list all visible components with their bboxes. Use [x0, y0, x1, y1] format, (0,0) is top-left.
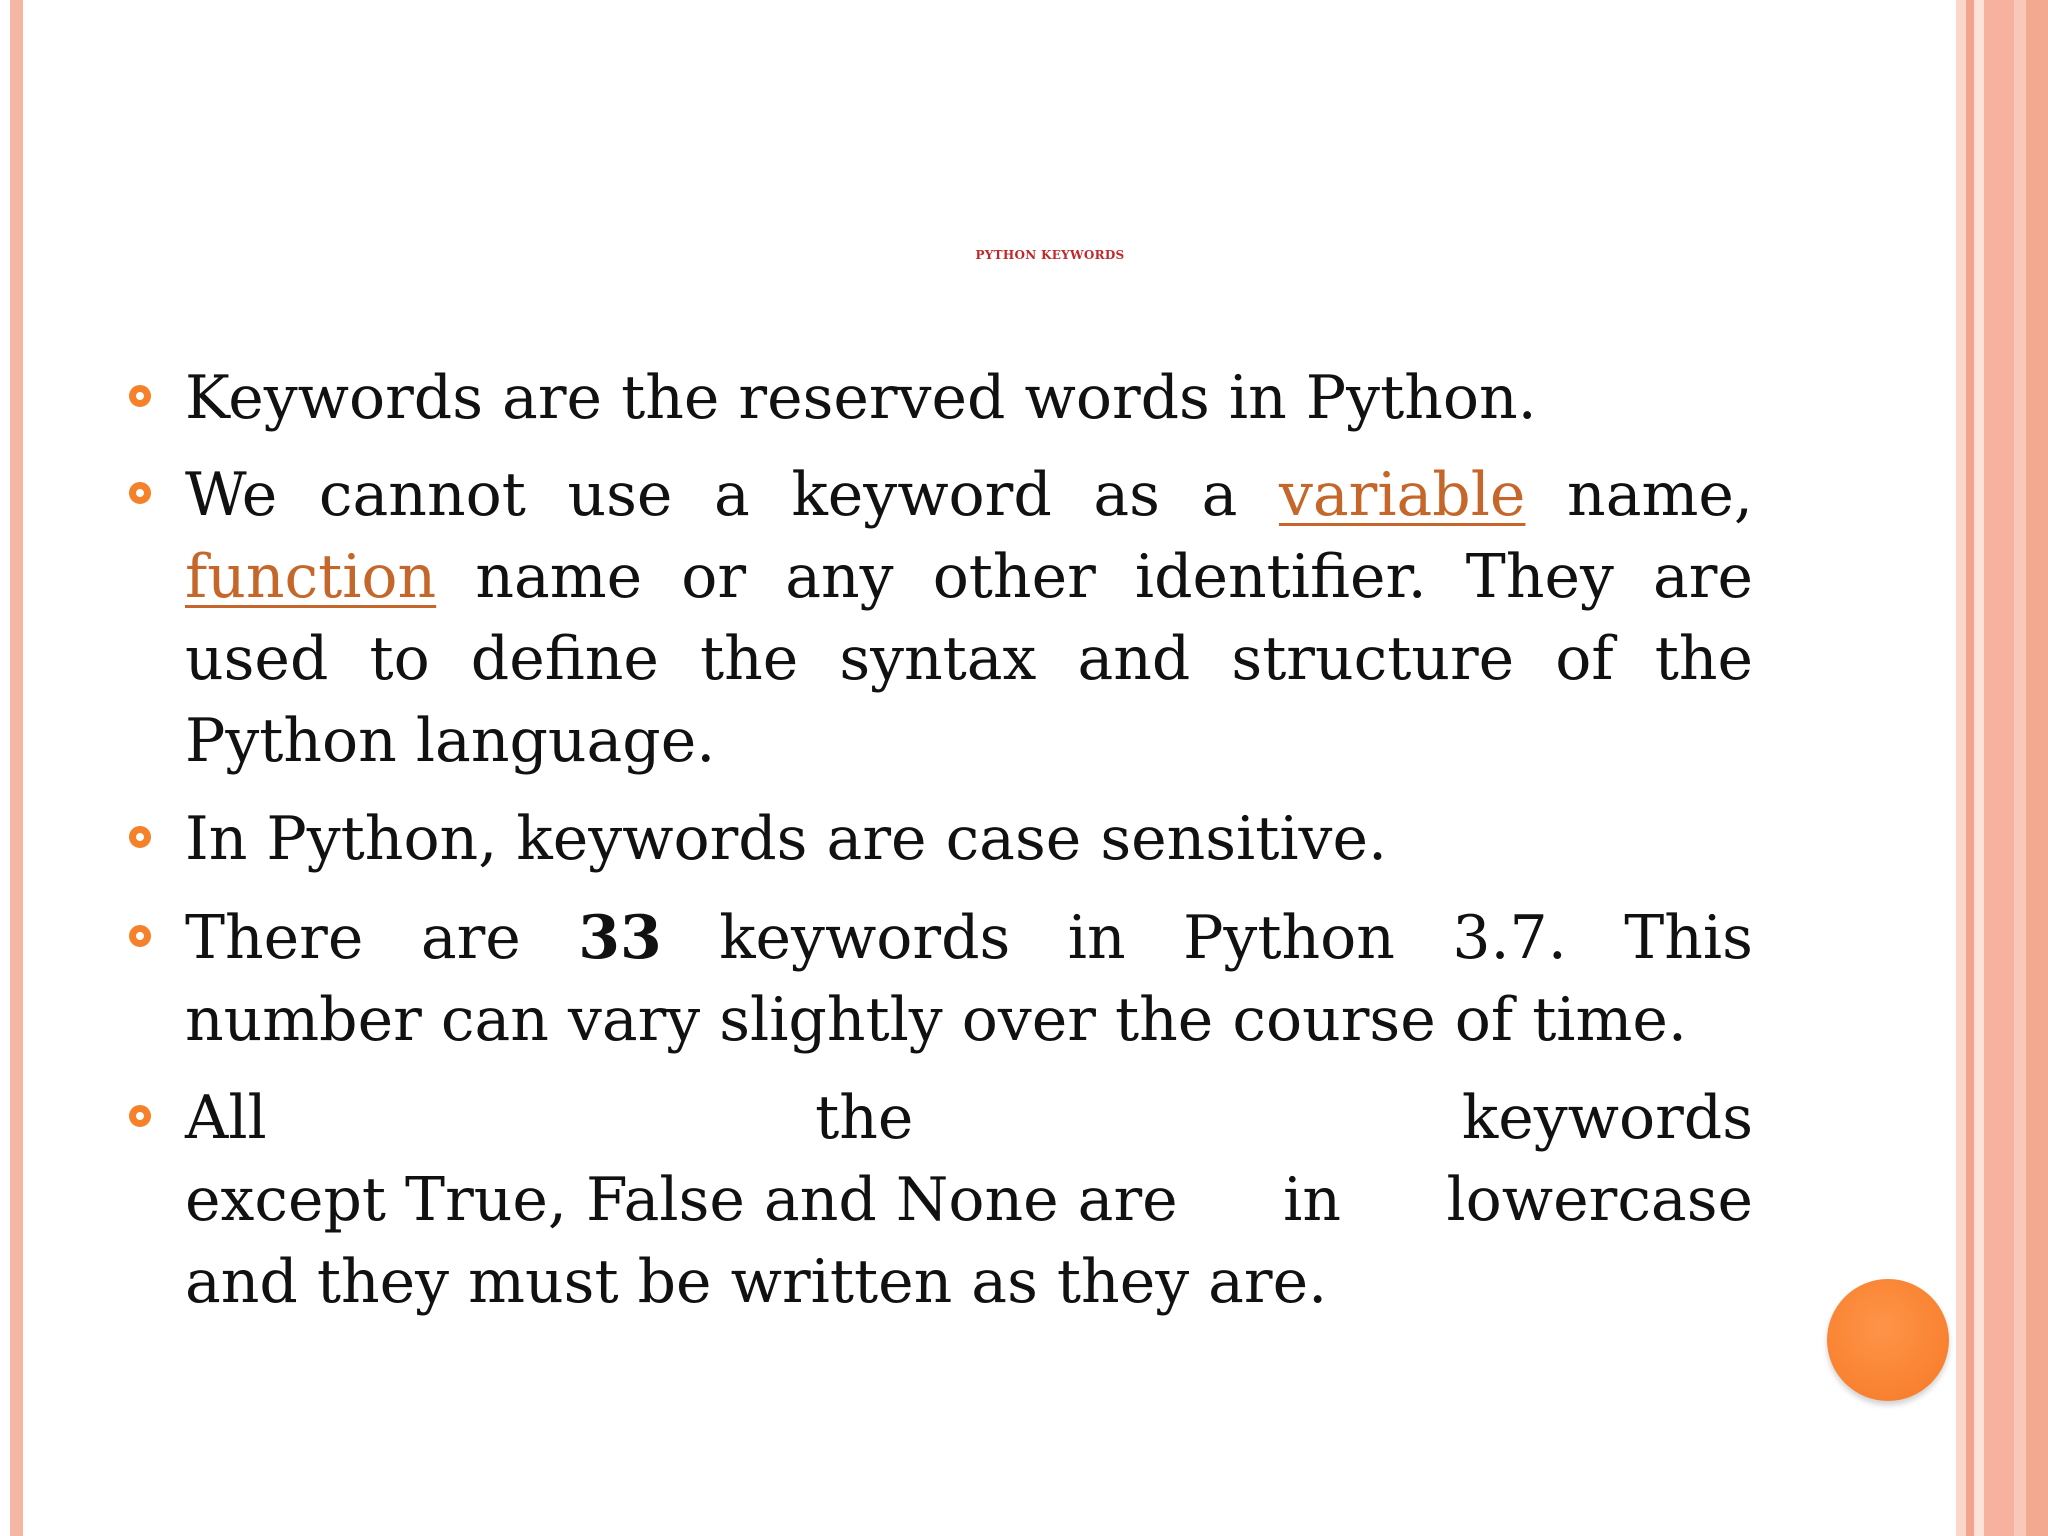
right-border-stripe	[2014, 0, 2026, 1536]
bullet-ring-icon	[129, 925, 151, 947]
word: are	[1653, 542, 1753, 612]
word: Python	[1183, 903, 1395, 973]
word: are	[420, 903, 521, 973]
word: define	[470, 624, 659, 694]
word: keyword	[791, 460, 1052, 530]
bold-number: 33	[578, 903, 662, 973]
right-border-stripe	[1974, 0, 1984, 1536]
word: and	[1077, 624, 1191, 694]
word: Keywords are the reserved words in Python.	[185, 363, 1537, 433]
bullet-text-line	[185, 798, 1753, 880]
word: number can vary slightly over the course of time.	[185, 985, 1687, 1055]
word: syntax	[839, 624, 1037, 694]
word: as	[1093, 460, 1160, 530]
bullet-text-line	[185, 1077, 1753, 1159]
word: They	[1465, 542, 1614, 612]
word: name,	[1567, 460, 1753, 530]
word: except True, False and None are	[185, 1165, 1178, 1235]
word: In Python, keywords are case sensitive.	[185, 804, 1388, 874]
word: to	[369, 624, 430, 694]
word: in	[1283, 1165, 1341, 1235]
word: used	[185, 624, 329, 694]
decorative-circle	[1827, 1279, 1949, 1401]
word: structure	[1231, 624, 1515, 694]
bullet-text-line	[185, 700, 1753, 782]
word: We	[185, 460, 278, 530]
bullet-text-line	[185, 1159, 1753, 1241]
word: a	[714, 460, 750, 530]
word: name	[475, 542, 643, 612]
bullet-text-line	[185, 454, 1753, 536]
bullet-ring-icon	[129, 1105, 151, 1127]
word: of	[1555, 624, 1614, 694]
right-border-stripe	[1966, 0, 1974, 1536]
word: use	[567, 460, 673, 530]
right-border-stripe	[2026, 0, 2048, 1536]
word: other	[932, 542, 1096, 612]
word: the	[1654, 624, 1753, 694]
word: a	[1201, 460, 1238, 530]
hyperlink-variable[interactable]: variable	[1279, 460, 1526, 530]
word: keywords	[719, 903, 1011, 973]
bullet-ring-icon	[129, 482, 151, 504]
bullet-ring-icon	[129, 826, 151, 848]
word: in	[1067, 903, 1126, 973]
hyperlink-function[interactable]: function	[185, 542, 437, 612]
bullet-text-line	[185, 618, 1753, 700]
word: lowercase	[1446, 1165, 1753, 1235]
word: This	[1624, 903, 1753, 973]
word: There	[185, 903, 364, 973]
bullet-text-line	[185, 979, 1753, 1061]
slide-title: PYTHON KEYWORDS	[975, 248, 1125, 262]
bullet-text-line	[185, 536, 1753, 618]
bullet-ring-icon	[129, 385, 151, 407]
bullet-text-line	[185, 1241, 1753, 1323]
word: or	[681, 542, 747, 612]
bullet-text-line	[185, 897, 1753, 979]
right-border-stripe	[1984, 0, 2014, 1536]
word: 3.7.	[1452, 903, 1567, 973]
word: keywords	[1461, 1083, 1753, 1153]
word: and they must be written as they are.	[185, 1247, 1328, 1317]
word: All	[185, 1083, 267, 1153]
word: the	[699, 624, 799, 694]
left-border-stripe	[10, 0, 23, 1536]
word: identifier.	[1134, 542, 1427, 612]
word: any	[785, 542, 894, 612]
word: Python language.	[185, 706, 716, 776]
word: the	[815, 1083, 914, 1153]
word: cannot	[318, 460, 526, 530]
bullet-text-line	[185, 357, 1753, 439]
right-border-stripe	[1956, 0, 1966, 1536]
